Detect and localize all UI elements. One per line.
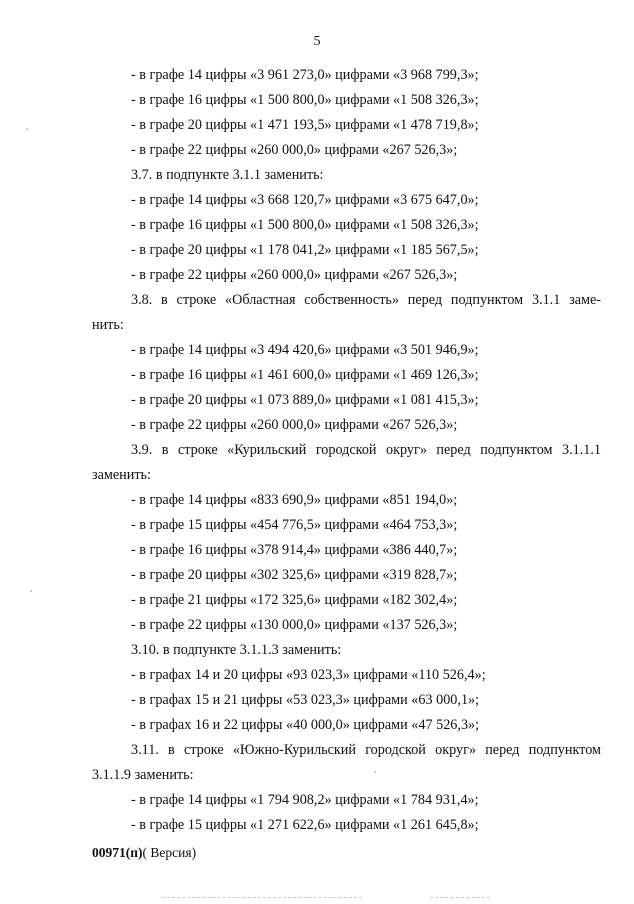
amendment-line: - в графе 22 цифры «130 000,0» цифрами «137 526,3»;	[131, 617, 458, 633]
amendment-line: - в графе 15 цифры «1 271 622,6» цифрами «1 261 645,8»;	[131, 817, 479, 833]
document-code	[92, 844, 196, 862]
clause-heading-continuation: заменить:	[92, 467, 151, 483]
clause-heading: 3.9. в строке «Курильский городской округ» перед подпунктом 3.1.1.1	[131, 442, 601, 458]
amendment-line: - в графах 15 и 21 цифры «53 023,3» цифрами «63 000,1»;	[131, 692, 480, 708]
amendment-line: - в графе 16 цифры «1 500 800,0» цифрами «1 508 326,3»;	[131, 217, 479, 233]
scan-edge-rule	[162, 897, 362, 898]
scan-speck	[26, 128, 28, 130]
document-version: ( Версия)	[142, 845, 197, 860]
amendment-line: - в графе 14 цифры «3 494 420,6» цифрами «3 501 946,9»;	[131, 342, 479, 358]
clause-heading: 3.7. в подпункте 3.1.1 заменить:	[131, 167, 324, 183]
amendment-line: - в графах 14 и 20 цифры «93 023,3» цифрами «110 526,4»;	[131, 667, 486, 683]
amendment-line: - в графе 14 цифры «3 961 273,0» цифрами «3 968 799,3»;	[131, 67, 479, 83]
clause-heading-continuation: нить:	[92, 317, 124, 333]
amendment-line: - в графе 22 цифры «260 000,0» цифрами «267 526,3»;	[131, 142, 458, 158]
amendment-line: - в графе 22 цифры «260 000,0» цифрами «267 526,3»;	[131, 267, 458, 283]
amendment-line: - в графе 16 цифры «1 500 800,0» цифрами «1 508 326,3»;	[131, 92, 479, 108]
clause-heading: 3.8. в строке «Областная собственность» перед подпунктом 3.1.1 заме-	[131, 292, 601, 308]
scan-edge-rule	[430, 897, 490, 898]
amendment-line: - в графе 15 цифры «454 776,5» цифрами «464 753,3»;	[131, 517, 458, 533]
scan-speck	[30, 590, 32, 592]
amendment-line: - в графе 14 цифры «833 690,9» цифрами «851 194,0»;	[131, 492, 458, 508]
amendment-line: - в графе 21 цифры «172 325,6» цифрами «182 302,4»;	[131, 592, 458, 608]
amendment-line: - в графе 20 цифры «302 325,6» цифрами «319 828,7»;	[131, 567, 458, 583]
amendment-line: - в графе 22 цифры «260 000,0» цифрами «267 526,3»;	[131, 417, 458, 433]
amendment-line: - в графе 20 цифры «1 073 889,0» цифрами «1 081 415,3»;	[131, 392, 479, 408]
page-number: 5	[313, 34, 321, 49]
amendment-line: - в графе 20 цифры «1 178 041,2» цифрами «1 185 567,5»;	[131, 242, 479, 258]
amendment-line: - в графе 16 цифры «378 914,4» цифрами «386 440,7»;	[131, 542, 458, 558]
amendment-line: - в графе 20 цифры «1 471 193,5» цифрами «1 478 719,8»;	[131, 117, 479, 133]
amendment-line: - в графе 16 цифры «1 461 600,0» цифрами «1 469 126,3»;	[131, 367, 479, 383]
clause-heading: 3.10. в подпункте 3.1.1.3 заменить:	[131, 642, 342, 658]
clause-heading-continuation: 3.1.1.9 заменить:	[92, 767, 194, 783]
clause-heading: 3.11. в строке «Южно-Курильский городской округ» перед подпунктом	[131, 742, 601, 758]
scan-speck	[374, 771, 376, 773]
amendment-line: - в графах 16 и 22 цифры «40 000,0» цифрами «47 526,3»;	[131, 717, 480, 733]
amendment-line: - в графе 14 цифры «3 668 120,7» цифрами «3 675 647,0»;	[131, 192, 479, 208]
amendment-line: - в графе 14 цифры «1 794 908,2» цифрами «1 784 931,4»;	[131, 792, 479, 808]
document-code-number: 00971(п)	[92, 845, 143, 860]
